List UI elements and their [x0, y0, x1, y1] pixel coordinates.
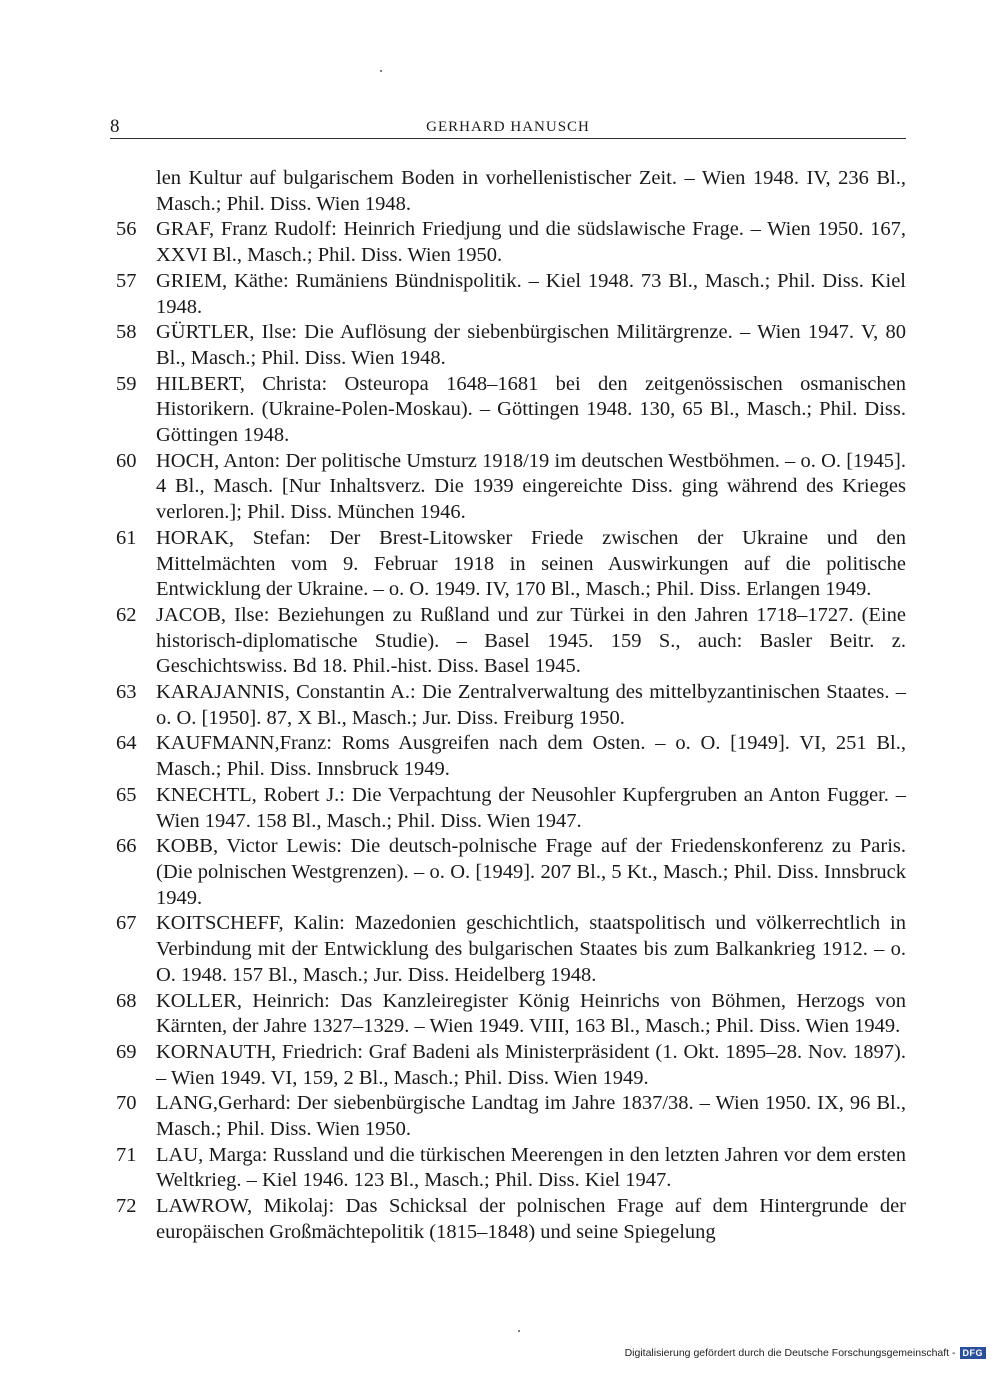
scan-speck — [380, 70, 382, 72]
list-item — [110, 731, 906, 782]
entry-number: 59 — [116, 372, 137, 395]
entry-number: 61 — [116, 526, 137, 549]
entry-text: KARAJANNIS, Constantin A.: Die Zentralverwaltung des mittelbyzantinischen Staates. – o. O. [1950]. 87, X Bl., Masch.; Jur. Diss. Freiburg 1950. — [156, 681, 906, 729]
entry-text: KAUFMANN,Franz: Roms Ausgreifen nach dem Osten. – o. O. [1949]. VI, 251 Bl., Masch.; Phil. Diss. Innsbruck 1949. — [156, 732, 906, 781]
bibliography-list — [110, 166, 906, 1246]
entry-text: HOCH, Anton: Der politische Umsturz 1918/19 im deutschen Westböhmen. – o. O. [1945]. 4 Bl., Masch. [Nur Inhaltsverz. Die 1939 eingereichte Diss. ging während des Krieges verloren.]; Phil. Diss. München 1946. — [156, 449, 906, 524]
entry-number: 68 — [116, 989, 137, 1012]
list-item — [110, 680, 906, 731]
entry-text: KOITSCHEFF, Kalin: Mazedonien geschichtlich, staatspolitisch und völkerrechtlich in Verbindung mit der Entwicklung des bulgarischen Staates bis zum Balkankrieg 1912. – o. O. 1948. 157 Bl., Masch.; Jur. Diss. Heidelberg 1948. — [156, 912, 906, 986]
dfg-logo-icon: DFG — [960, 1347, 987, 1359]
entry-text: HILBERT, Christa: Osteuropa 1648–1681 bei den zeitgenössischen osmanischen Historikern. (Ukraine-Polen-Moskau). – Göttingen 1948. 130, 65 Bl., Masch.; Phil. Diss. Göttingen 1948. — [156, 372, 906, 447]
entry-text: HORAK, Stefan: Der Brest-Litowsker Friede zwischen der Ukraine und den Mittelmächten vom 9. Februar 1918 in seinen Auswirkungen auf die politische Entwicklung der Ukraine. – o. O. 1949. IV, 170 Bl., Masch.; Phil. Diss. Erlangen 1949. — [156, 526, 906, 601]
entry-number: 60 — [116, 449, 137, 472]
entry-number: 67 — [116, 912, 137, 935]
entry-number: 70 — [116, 1092, 137, 1115]
entry-text: len Kultur auf bulgarischem Boden in vorhellenistischer Zeit. – Wien 1948. IV, 236 Bl., Masch.; Phil. Diss. Wien 1948. — [156, 167, 906, 215]
entry-text: KOLLER, Heinrich: Das Kanzleiregister König Heinrichs von Böhmen, Herzogs von Kärnten, der Jahre 1327–1329. – Wien 1949. VIII, 163 Bl., Masch.; Phil. Diss. Wien 1949. — [156, 989, 906, 1038]
continuation-entry — [110, 166, 906, 217]
entry-number: 66 — [116, 835, 137, 858]
entry-number: 62 — [116, 603, 137, 626]
entry-number: 65 — [116, 783, 137, 806]
entry-number: 69 — [116, 1040, 137, 1063]
scan-speck — [518, 1330, 520, 1332]
list-item — [110, 449, 906, 526]
entry-text: LANG,Gerhard: Der siebenbürgische Landtag im Jahre 1837/38. – Wien 1950. IX, 96 Bl., Masch.; Phil. Diss. Wien 1950. — [156, 1092, 906, 1141]
list-item — [110, 372, 906, 449]
footer-text: Digitalisierung gefördert durch die Deutsche Forschungsgemeinschaft - — [624, 1347, 956, 1359]
digitization-footer — [625, 1347, 986, 1359]
list-item — [110, 834, 906, 911]
entry-number: 56 — [116, 218, 137, 241]
running-head: GERHARD HANUSCH — [426, 119, 590, 135]
entry-number: 63 — [116, 681, 137, 704]
list-item — [110, 783, 906, 834]
entry-number: 57 — [116, 269, 137, 292]
list-item — [110, 1091, 906, 1142]
list-item — [110, 526, 906, 603]
entry-text: KORNAUTH, Friedrich: Graf Badeni als Ministerpräsident (1. Okt. 1895–28. Nov. 1897). – Wien 1949. VI, 159, 2 Bl., Masch.; Phil. Diss. Wien 1949. — [156, 1040, 906, 1089]
list-item — [110, 1143, 906, 1194]
entry-text: GRAF, Franz Rudolf: Heinrich Friedjung und die südslawische Frage. – Wien 1950. 167, XXVI Bl., Masch.; Phil. Diss. Wien 1950. — [156, 218, 906, 267]
entry-text: KNECHTL, Robert J.: Die Verpachtung der Neusohler Kupfergruben an Anton Fugger. – Wien 1947. 158 Bl., Masch.; Phil. Diss. Wien 1947. — [156, 783, 906, 832]
entry-number: 64 — [116, 732, 137, 755]
page-number: 8 — [110, 116, 120, 137]
page-header — [110, 116, 906, 139]
entry-number: 71 — [116, 1143, 137, 1166]
entry-text: LAU, Marga: Russland und die türkischen Meerengen in den letzten Jahren vor dem ersten Weltkrieg. – Kiel 1946. 123 Bl., Masch.; Phil. Diss. Kiel 1947. — [156, 1143, 906, 1192]
list-item — [110, 217, 906, 268]
list-item — [110, 320, 906, 371]
entry-text: JACOB, Ilse: Beziehungen zu Rußland und zur Türkei in den Jahren 1718–1727. (Eine historisch-diplomatische Studie). – Basel 1945. 159 S., auch: Basler Beitr. z. Geschichtswiss. Bd 18. Phil.-hist. Diss. Basel 1945. — [156, 603, 906, 678]
list-item — [110, 269, 906, 320]
list-item — [110, 1194, 906, 1245]
entry-number: 58 — [116, 321, 137, 344]
entry-text: GRIEM, Käthe: Rumäniens Bündnispolitik. – Kiel 1948. 73 Bl., Masch.; Phil. Diss. Kiel 1948. — [156, 269, 906, 318]
list-item — [110, 989, 906, 1040]
list-item — [110, 603, 906, 680]
list-item — [110, 911, 906, 988]
entry-text: GÜRTLER, Ilse: Die Auflösung der siebenbürgischen Militärgrenze. – Wien 1947. V, 80 Bl., Masch.; Phil. Diss. Wien 1948. — [156, 321, 906, 369]
entry-text: KOBB, Victor Lewis: Die deutsch-polnische Frage auf der Friedenskonferenz zu Paris. (Die polnischen Westgrenzen). – o. O. [1949]. 207 Bl., 5 Kt., Masch.; Phil. Diss. Innsbruck 1949. — [156, 835, 906, 909]
entry-number: 72 — [116, 1195, 137, 1218]
list-item — [110, 1040, 906, 1091]
entry-text: LAWROW, Mikolaj: Das Schicksal der polnischen Frage auf dem Hintergrunde der europäischen Großmächtepolitik (1815–1848) und seine Spiegelung — [156, 1195, 906, 1243]
